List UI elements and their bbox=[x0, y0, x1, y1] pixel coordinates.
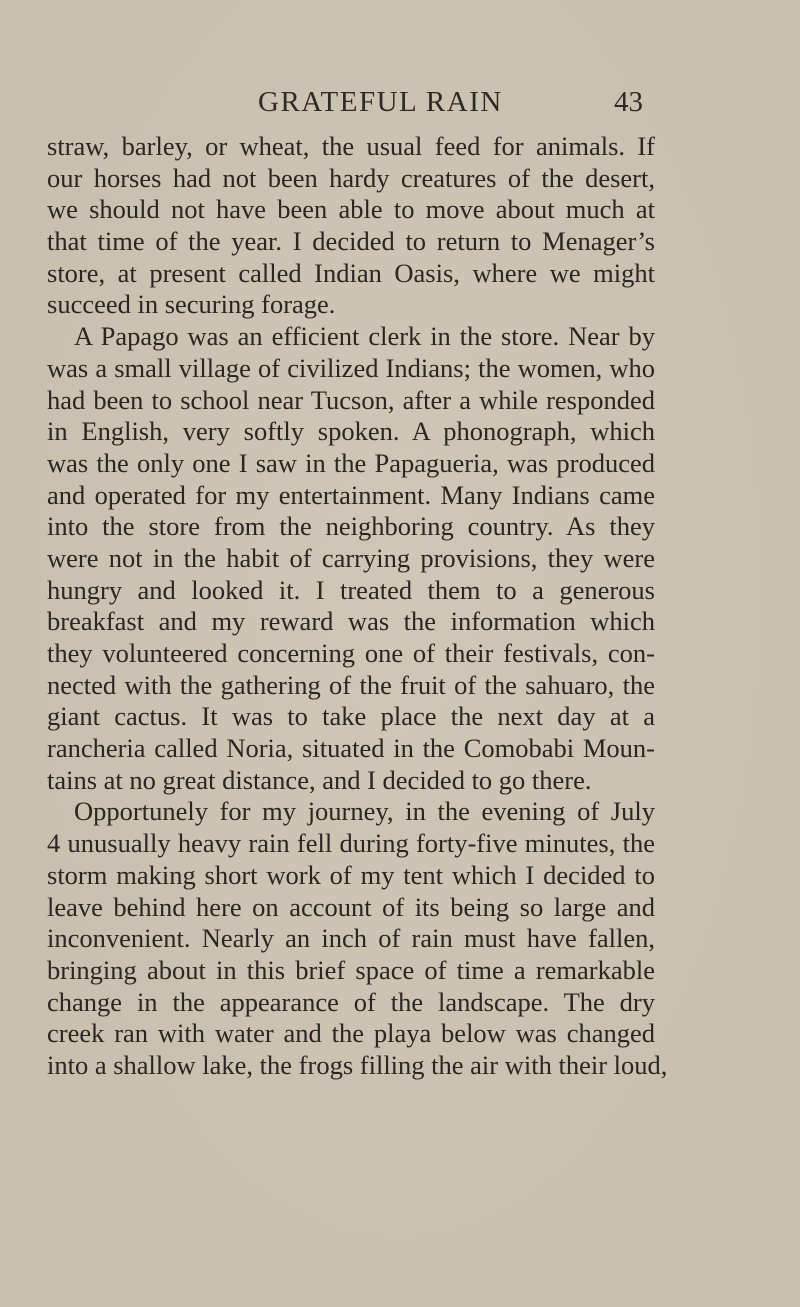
text-line: was the only one I saw in the Papagueria, was produced bbox=[47, 447, 655, 478]
text-line: that time of the year. I decided to return to Menager’s bbox=[47, 226, 655, 257]
text-line: 4 unusually heavy rain fell during forty-five minutes, the bbox=[47, 828, 655, 859]
text-line: hungry and looked it. I treated them to a generous bbox=[47, 574, 655, 605]
text-line: our horses had not been hardy creatures of the desert, bbox=[47, 162, 655, 193]
text-line: leave behind here on account of its being so large and bbox=[47, 891, 655, 922]
text-line: they volunteered concerning one of their festivals, con- bbox=[47, 638, 655, 668]
text-line: bringing about in this brief space of time a remarkable bbox=[47, 954, 655, 985]
text-line: inconvenient. Nearly an inch of rain must have fallen, bbox=[47, 923, 655, 954]
text-line: A Papago was an efficient clerk in the store. Near by bbox=[74, 321, 655, 352]
text-line: into the store from the neighboring country. As they bbox=[47, 511, 655, 542]
text-line: change in the appearance of the landscape. The dry bbox=[47, 986, 655, 1017]
text-line: in English, very softly spoken. A phonograph, which bbox=[47, 416, 655, 447]
text-line: had been to school near Tucson, after a while responded bbox=[47, 384, 655, 415]
text-line: Opportunely for my journey, in the evening of July bbox=[74, 796, 655, 827]
text-line: straw, barley, or wheat, the usual feed for animals. If bbox=[47, 131, 655, 161]
text-line: nected with the gathering of the fruit of the sahuaro, the bbox=[47, 669, 655, 700]
text-line: store, at present called Indian Oasis, where we might bbox=[47, 257, 655, 288]
text-line: tains at no great distance, and I decided to go there. bbox=[47, 764, 592, 795]
text-line: rancheria called Noria, situated in the Comobabi Moun- bbox=[47, 733, 655, 764]
text-line: creek ran with water and the playa below was changed bbox=[47, 1018, 655, 1049]
text-line: into a shallow lake, the frogs filling the air with their loud, bbox=[47, 1049, 668, 1080]
text-line: storm making short work of my tent which I decided to bbox=[47, 859, 655, 890]
text-line: breakfast and my reward was the information which bbox=[47, 606, 655, 637]
text-line: were not in the habit of carrying provisions, they were bbox=[47, 542, 655, 573]
page-number: 43 bbox=[614, 86, 643, 118]
body-text bbox=[47, 131, 668, 1082]
text-line: was a small village of civilized Indians; the women, who bbox=[47, 352, 655, 383]
text-line: and operated for my entertainment. Many Indians came bbox=[47, 479, 655, 510]
running-title: GRATEFUL RAIN bbox=[258, 86, 503, 118]
text-line: we should not have been able to move about much at bbox=[47, 194, 655, 225]
text-line: giant cactus. It was to take place the next day at a bbox=[47, 701, 655, 732]
text-line: succeed in securing forage. bbox=[47, 289, 336, 320]
running-head bbox=[0, 86, 800, 122]
